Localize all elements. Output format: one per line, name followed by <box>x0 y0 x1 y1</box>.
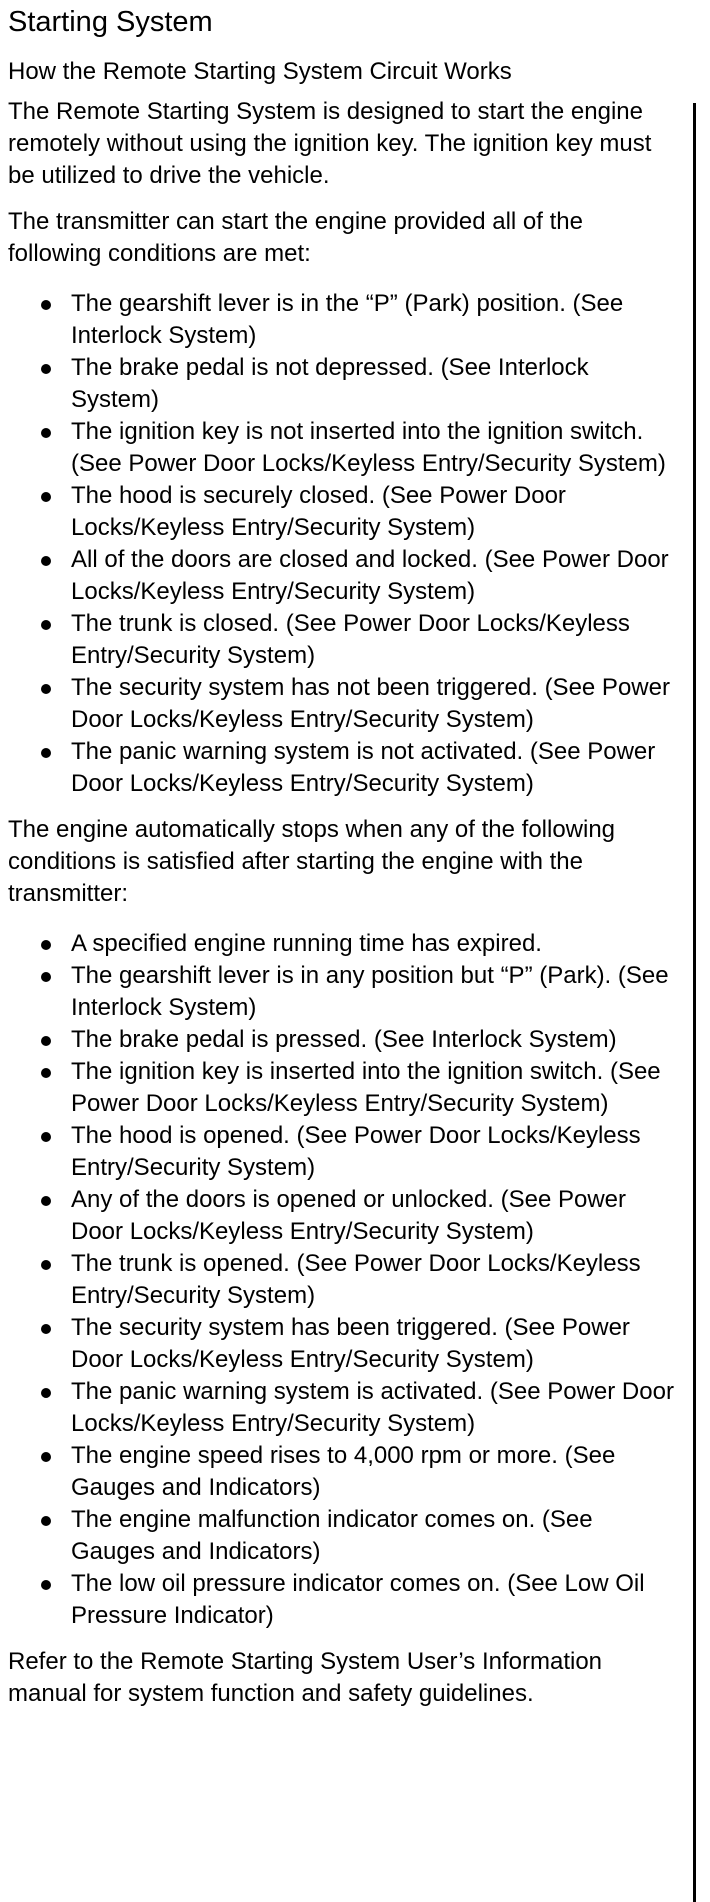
bullet-icon <box>41 492 51 502</box>
document-page <box>8 0 678 1710</box>
list-item <box>8 608 678 672</box>
bullet-icon <box>41 940 51 950</box>
list-item <box>8 736 678 800</box>
list-item-text: The security system has been triggered. (See Power Door Locks/Keyless Entry/Security System) <box>71 1314 630 1373</box>
list-item-text: A specified engine running time has expired. <box>71 930 542 957</box>
list-item <box>8 352 678 416</box>
list-item-text: The panic warning system is not activated. (See Power Door Locks/Keyless Entry/Security System) <box>71 738 656 797</box>
list-item <box>8 1312 678 1376</box>
list-item-text: The panic warning system is activated. (See Power Door Locks/Keyless Entry/Security System) <box>71 1378 674 1437</box>
list-item-text: The low oil pressure indicator comes on. (See Low Oil Pressure Indicator) <box>71 1570 645 1629</box>
bullet-icon <box>41 1260 51 1270</box>
stop-conditions-list <box>8 928 678 1632</box>
list-item <box>8 1568 678 1632</box>
intro-paragraph: The Remote Starting System is designed to start the engine remotely without using the ignition key. The ignition key must be utilized to drive the vehicle. <box>8 98 652 189</box>
list-item-text: The engine speed rises to 4,000 rpm or more. (See Gauges and Indicators) <box>71 1442 616 1501</box>
list-item-text: The trunk is closed. (See Power Door Locks/Keyless Entry/Security System) <box>71 610 630 669</box>
list-item <box>8 288 678 352</box>
bullet-icon <box>41 300 51 310</box>
stop-conditions-intro: The engine automatically stops when any of the following conditions is satisfied after starting the engine with the transmitter: <box>8 816 616 907</box>
list-item-text: The ignition key is not inserted into the ignition switch. (See Power Door Locks/Keyless Entry/Security System) <box>71 418 666 477</box>
list-item <box>8 1440 678 1504</box>
list-item-text: The brake pedal is pressed. (See Interlock System) <box>71 1026 617 1053</box>
list-item-text: The gearshift lever is in any position but “P” (Park). (See Interlock System) <box>71 962 669 1021</box>
list-item-text: All of the doors are closed and locked. (See Power Door Locks/Keyless Entry/Security System) <box>71 546 669 605</box>
bullet-icon <box>41 684 51 694</box>
bullet-icon <box>41 620 51 630</box>
bullet-icon <box>41 1196 51 1206</box>
list-item <box>8 1024 678 1056</box>
list-item <box>8 1184 678 1248</box>
list-item-text: The engine malfunction indicator comes on. (See Gauges and Indicators) <box>71 1506 593 1565</box>
list-item-text: Any of the doors is opened or unlocked. (See Power Door Locks/Keyless Entry/Security System) <box>71 1186 626 1245</box>
list-item <box>8 928 678 960</box>
list-item <box>8 1248 678 1312</box>
bullet-icon <box>41 1132 51 1142</box>
start-conditions-list <box>8 288 678 800</box>
list-item-text: The hood is opened. (See Power Door Locks/Keyless Entry/Security System) <box>71 1122 641 1181</box>
list-item-text: The trunk is opened. (See Power Door Locks/Keyless Entry/Security System) <box>71 1250 641 1309</box>
list-item <box>8 960 678 1024</box>
bullet-icon <box>41 428 51 438</box>
closing-paragraph: Refer to the Remote Starting System User’s Information manual for system function and safety guidelines. <box>8 1648 603 1707</box>
bullet-icon <box>41 364 51 374</box>
bullet-icon <box>41 1452 51 1462</box>
list-item <box>8 1120 678 1184</box>
section-title: Starting System <box>8 6 213 38</box>
list-item <box>8 1376 678 1440</box>
subtitle: How the Remote Starting System Circuit Works <box>8 58 512 85</box>
start-conditions-intro: The transmitter can start the engine provided all of the following conditions are met: <box>8 208 583 267</box>
list-item <box>8 1504 678 1568</box>
bullet-icon <box>41 748 51 758</box>
list-item-text: The gearshift lever is in the “P” (Park) position. (See Interlock System) <box>71 290 624 349</box>
bullet-icon <box>41 1324 51 1334</box>
bullet-icon <box>41 972 51 982</box>
bullet-icon <box>41 1388 51 1398</box>
bullet-icon <box>41 1068 51 1078</box>
bullet-icon <box>41 1516 51 1526</box>
list-item-text: The hood is securely closed. (See Power Door Locks/Keyless Entry/Security System) <box>71 482 566 541</box>
bullet-icon <box>41 556 51 566</box>
bullet-icon <box>41 1580 51 1590</box>
list-item-text: The security system has not been triggered. (See Power Door Locks/Keyless Entry/Security System) <box>71 674 670 733</box>
bullet-icon <box>41 1036 51 1046</box>
list-item-text: The ignition key is inserted into the ignition switch. (See Power Door Locks/Keyless Entry/Security System) <box>71 1058 661 1117</box>
list-item <box>8 480 678 544</box>
list-item-text: The brake pedal is not depressed. (See Interlock System) <box>71 354 589 413</box>
list-item <box>8 672 678 736</box>
list-item <box>8 1056 678 1120</box>
list-item <box>8 544 678 608</box>
list-item <box>8 416 678 480</box>
change-bar <box>693 103 696 1902</box>
